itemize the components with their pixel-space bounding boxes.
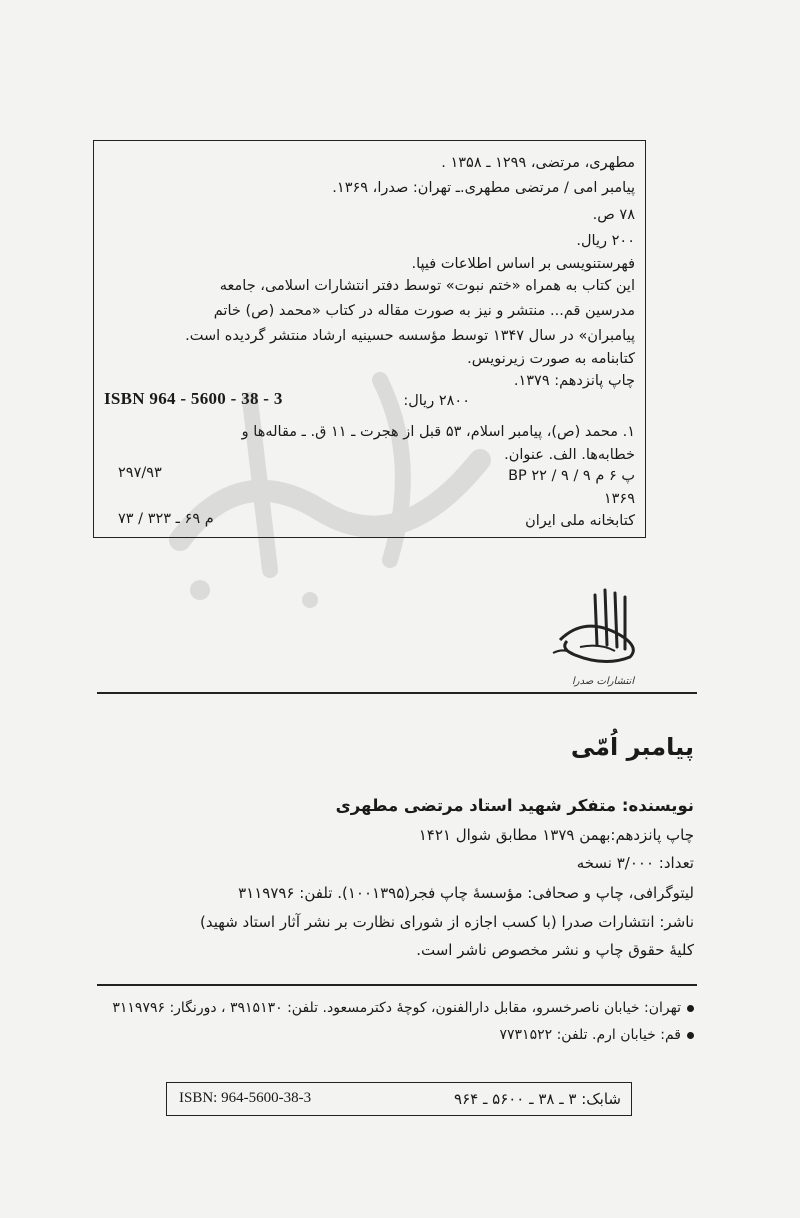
address-qom xyxy=(499,1024,694,1046)
isbn-english: ISBN: 964-5600-38-3 xyxy=(179,1090,312,1106)
cip-isbn-price: ۲۸۰۰ ریال: xyxy=(403,393,470,409)
address-qom-text: قم: خیابان ارم. تلفن: ۷۷۳۱۵۲۲ xyxy=(499,1027,681,1043)
cip-classification: BP ۲۲ / ۹ / ۹ پ ۶ م xyxy=(508,468,635,484)
cip-subject-line-1: ۱. محمد (ص)، پیامبر اسلام، ۵۳ قبل از هجرت ـ ۱۱ ق. ـ مقاله‌ها و xyxy=(241,424,635,440)
cip-author-line: مطهری، مرتضی، ۱۲۹۹ ـ ۱۳۵۸ . xyxy=(441,155,635,171)
isbn-persian: شابک: ۳ ـ ۳۸ ـ ۵۶۰۰ ـ ۹۶۴ xyxy=(454,1090,621,1108)
cip-year: ۱۳۶۹ xyxy=(603,491,635,507)
cip-note-line-2: مدرسین قم... منتشر و نیز به صورت مقاله در کتاب «محمد (ص) خاتم xyxy=(213,303,635,319)
book-title: پیامبر اُمّی xyxy=(570,733,694,761)
rights-line: کلیهٔ حقوق چاپ و نشر مخصوص ناشر است. xyxy=(416,941,694,959)
cip-title-line: پیامبر امی / مرتضی مطهری.ـ تهران: صدرا، ۱۳۶۹. xyxy=(332,180,635,196)
cip-library: کتابخانه ملی ایران xyxy=(525,513,635,529)
bullet-icon xyxy=(687,1032,694,1039)
publisher-line: ناشر: انتشارات صدرا (با کسب اجازه از شورای نظارت بر نشر آثار استاد شهید) xyxy=(200,913,694,931)
cip-fipa-line: فهرستنویسی بر اساس اطلاعات فیپا. xyxy=(411,256,635,272)
cip-subject-line-2: خطابه‌ها. الف. عنوان. xyxy=(504,447,635,463)
bullet-icon xyxy=(687,1005,694,1012)
cip-price-line: ۲۰۰ ریال. xyxy=(576,233,635,249)
publisher-logo-caption: انتشارات صدرا xyxy=(572,676,635,687)
section-divider-bottom xyxy=(97,984,697,986)
cip-edition-line: چاپ پانزدهم: ۱۳۷۹. xyxy=(513,373,635,389)
cip-bibliography-line: کتابنامه به صورت زیرنویس. xyxy=(467,351,635,367)
watermark-calligraphy-icon xyxy=(160,340,540,620)
cip-note-line-1: این کتاب به همراه «ختم نبوت» توسط دفتر انتشارات اسلامی، جامعه xyxy=(219,278,635,294)
print-run-line: تعداد: ۳/۰۰۰ نسخه xyxy=(576,854,694,872)
cip-national-number: م ۶۹ ـ ۳۲۳ / ۷۳ xyxy=(118,511,214,527)
edition-line: چاپ پانزدهم:بهمن ۱۳۷۹ مطابق شوال ۱۴۲۱ xyxy=(418,826,694,844)
cip-call-number: ۲۹۷/۹۳ xyxy=(118,465,162,481)
cip-isbn: ISBN 964 - 5600 - 38 - 3 xyxy=(104,389,283,408)
author-line: نویسنده: متفکر شهید استاد مرتضی مطهری xyxy=(335,796,694,815)
address-tehran xyxy=(112,997,694,1019)
address-tehran-text: تهران: خیابان ناصرخسرو، مقابل دارالفنون، کوچهٔ دکترمسعود. تلفن: ۳۹۱۵۱۳۰ ، دورنگار: ۳۱۱۹۷۹۶ xyxy=(112,1000,681,1016)
section-divider-top xyxy=(97,692,697,694)
isbn-box xyxy=(166,1082,632,1116)
publisher-logo-icon xyxy=(545,585,655,690)
cip-pages-line: ۷۸ ص. xyxy=(592,207,635,223)
cip-note-line-3: پیامبران» در سال ۱۳۴۷ توسط مؤسسه حسینیه ارشاد منتشر گردیده است. xyxy=(185,328,635,344)
printing-line: لیتوگرافی، چاپ و صحافی: مؤسسهٔ چاپ فجر(۱۰۰۱۳۹۵). تلفن: ۳۱۱۹۷۹۶ xyxy=(238,884,694,902)
